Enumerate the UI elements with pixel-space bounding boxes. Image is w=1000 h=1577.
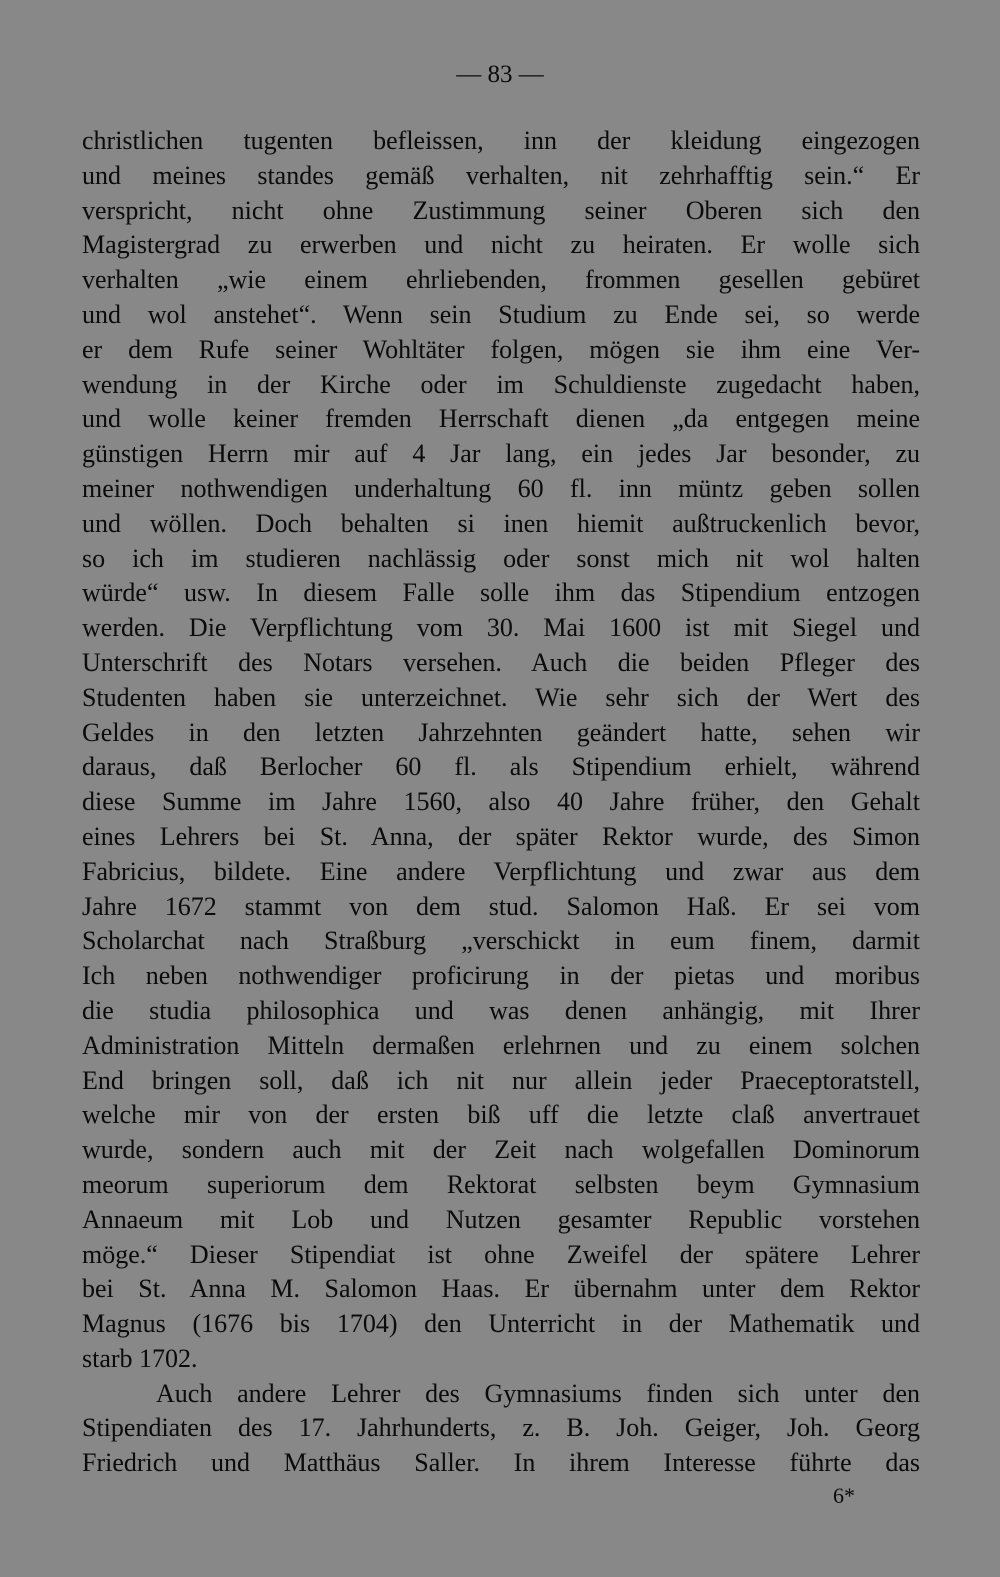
paragraph: [82, 1377, 920, 1481]
text-line: günstigen Herrn mir auf 4 Jar lang, ein jedes Jar besonder, zu: [82, 439, 920, 469]
text-line: Ich neben nothwendiger proficirung in der pietas und moribus: [82, 961, 920, 991]
text-line: End bringen soll, daß ich nit nur allein jeder Praeceptoratstell,: [82, 1065, 920, 1095]
text-line: Stipendiaten des 17. Jahrhunderts, z. B. Joh. Geiger, Joh. Georg: [82, 1413, 920, 1443]
text-line: Friedrich und Matthäus Saller. In ihrem Interesse führte das: [82, 1448, 920, 1478]
text-line: Auch andere Lehrer des Gymnasiums finden sich unter den: [156, 1378, 920, 1408]
text-line: Magistergrad zu erwerben und nicht zu heiraten. Er wolle sich: [82, 230, 920, 260]
text-line: Administration Mitteln dermaßen erlehrnen und zu einem solchen: [82, 1030, 920, 1060]
text-line: und wöllen. Doch behalten si inen hiemit außtruckenlich bevor,: [82, 508, 920, 538]
text-line: würde“ usw. In diesem Falle solle ihm das Stipendium entzogen: [82, 578, 920, 608]
text-line: Fabricius, bildete. Eine andere Verpflichtung und zwar aus dem: [82, 856, 920, 886]
text-line: werden. Die Verpflichtung vom 30. Mai 1600 ist mit Siegel und: [82, 613, 920, 643]
text-line: und wol anstehet“. Wenn sein Studium zu Ende sei, so werde: [82, 299, 920, 329]
text-line: christlichen tugenten befleissen, inn der kleidung eingezogen: [82, 126, 920, 155]
text-line: er dem Rufe seiner Wohltäter folgen, mögen sie ihm eine Ver-: [82, 334, 920, 364]
text-line: Magnus (1676 bis 1704) den Unterricht in der Mathematik und: [82, 1309, 920, 1339]
text-line: meorum superiorum dem Rektorat selbsten beym Gymnasium: [82, 1169, 920, 1199]
text-line: diese Summe im Jahre 1560, also 40 Jahre früher, den Gehalt: [82, 787, 920, 817]
text-line: Scholarchat nach Straßburg „verschickt in eum finem, darmit: [82, 926, 920, 956]
paragraph: [82, 124, 920, 1377]
text-line: starb 1702.: [82, 1343, 198, 1373]
text-line: welche mir von der ersten biß uff die letzte claß anvertrauet: [82, 1100, 920, 1130]
text-line: so ich im studieren nachlässig oder sonst mich nit wol halten: [82, 543, 920, 573]
body-text: [82, 124, 920, 1481]
text-line: Unterschrift des Notars versehen. Auch die beiden Pfleger des: [82, 647, 920, 677]
text-line: die studia philosophica und was denen anhängig, mit Ihrer: [82, 995, 920, 1025]
text-line: möge.“ Dieser Stipendiat ist ohne Zweifel der spätere Lehrer: [82, 1239, 920, 1269]
page-number: — 83 —: [456, 61, 544, 88]
text-line: wurde, sondern auch mit der Zeit nach wolgefallen Dominorum: [82, 1135, 920, 1165]
text-line: meiner nothwendigen underhaltung 60 fl. inn müntz geben sollen: [82, 473, 920, 503]
text-line: bei St. Anna M. Salomon Haas. Er übernahm unter dem Rektor: [82, 1274, 920, 1304]
text-line: und wolle keiner fremden Herrschaft dienen „da entgegen meine: [82, 404, 920, 434]
text-line: Annaeum mit Lob und Nutzen gesamter Republic vorstehen: [82, 1204, 920, 1234]
text-line: eines Lehrers bei St. Anna, der später Rektor wurde, des Simon: [82, 821, 920, 851]
text-line: wendung in der Kirche oder im Schuldienste zugedacht haben,: [82, 369, 920, 399]
text-line: und meines standes gemäß verhalten, nit zehrhafftig sein.“ Er: [82, 160, 920, 190]
text-line: daraus, daß Berlocher 60 fl. als Stipendium erhielt, während: [82, 752, 920, 782]
text-line: verspricht, nicht ohne Zustimmung seiner Oberen sich den: [82, 195, 920, 225]
text-line: Jahre 1672 stammt von dem stud. Salomon Haß. Er sei vom: [82, 891, 920, 921]
text-line: verhalten „wie einem ehrliebenden, frommen gesellen gebüret: [82, 265, 920, 295]
text-line: Studenten haben sie unterzeichnet. Wie sehr sich der Wert des: [82, 682, 920, 712]
text-line: Geldes in den letzten Jahrzehnten geändert hatte, sehen wir: [82, 717, 920, 747]
signature-mark: 6*: [833, 1483, 855, 1508]
